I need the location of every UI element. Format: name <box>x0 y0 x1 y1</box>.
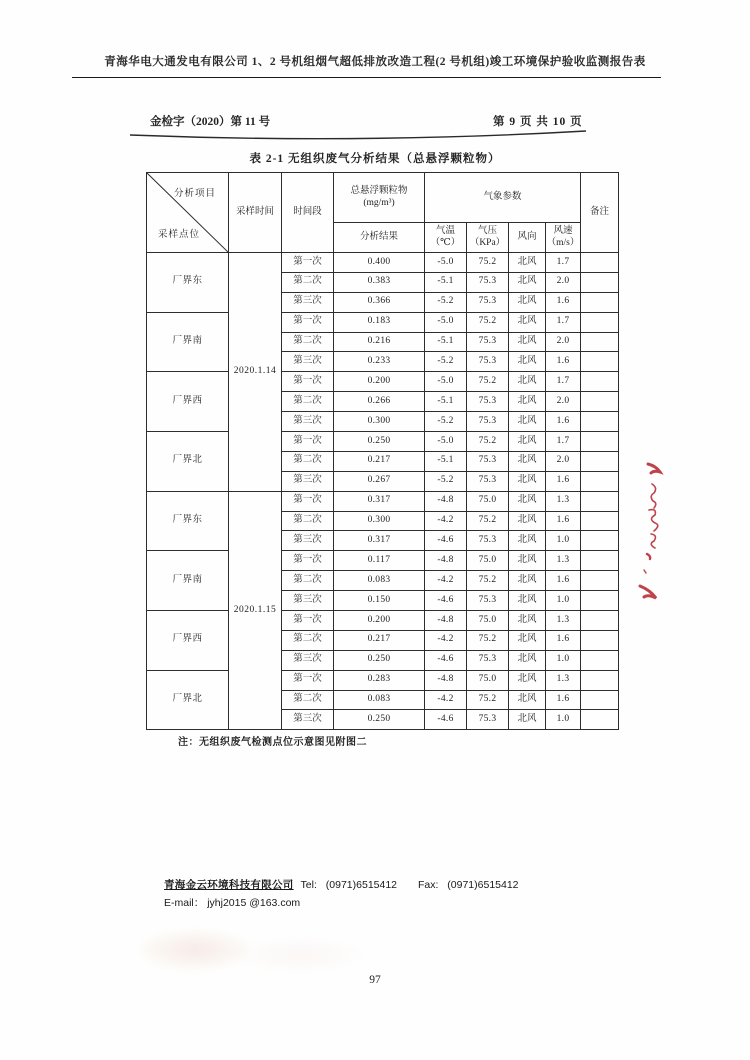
result-cell: 0.400 <box>334 253 425 273</box>
pressure-cell: 75.3 <box>467 272 509 292</box>
wind-speed-cell: 1.6 <box>546 511 581 531</box>
pressure-cell: 75.2 <box>467 253 509 273</box>
temp-cell: -4.8 <box>425 611 467 631</box>
temp-cell: -5.0 <box>425 253 467 273</box>
site-cell: 厂界南 <box>147 551 229 611</box>
pressure-cell: 75.2 <box>467 630 509 650</box>
header-pressure <box>467 223 509 253</box>
remark-cell <box>581 630 619 650</box>
result-cell: 0.083 <box>334 690 425 710</box>
wind-speed-cell: 1.3 <box>546 491 581 511</box>
result-cell: 0.150 <box>334 591 425 611</box>
remark-cell <box>581 531 619 551</box>
wind-dir-cell: 北风 <box>509 571 546 591</box>
pressure-cell: 75.3 <box>467 332 509 352</box>
table-note: 注：无组织废气检测点位示意图见附图二 <box>178 737 367 748</box>
footer-company-name: 青海金云环境科技有限公司 <box>164 879 294 891</box>
pressure-cell: 75.2 <box>467 690 509 710</box>
round-cell: 第一次 <box>282 432 334 452</box>
remark-cell <box>581 650 619 670</box>
wind-speed-cell: 1.0 <box>546 591 581 611</box>
header-remark: 备注 <box>581 173 619 253</box>
wind-dir-cell: 北风 <box>509 611 546 631</box>
site-cell: 厂界东 <box>147 491 229 551</box>
table-row <box>147 670 619 690</box>
result-cell: 0.117 <box>334 551 425 571</box>
table-row <box>147 611 619 631</box>
pressure-cell: 75.3 <box>467 451 509 471</box>
temp-cell: -5.2 <box>425 471 467 491</box>
diagonal-header-cell <box>147 173 229 253</box>
result-cell: 0.300 <box>334 412 425 432</box>
temp-cell: -5.2 <box>425 412 467 432</box>
temp-cell: -5.1 <box>425 332 467 352</box>
footer-line-2 <box>164 895 519 910</box>
wind-dir-cell: 北风 <box>509 272 546 292</box>
pressure-cell: 75.2 <box>467 372 509 392</box>
table-row <box>147 312 619 332</box>
header-pressure-label: 气压 <box>477 225 497 236</box>
wind-dir-cell: 北风 <box>509 312 546 332</box>
result-cell: 0.300 <box>334 511 425 531</box>
table-row <box>147 372 619 392</box>
wind-speed-cell: 1.6 <box>546 412 581 432</box>
round-cell: 第三次 <box>282 650 334 670</box>
header-temperature <box>425 223 467 253</box>
document-number: 金检字（2020）第 11 号 <box>150 116 271 128</box>
pressure-cell: 75.0 <box>467 670 509 690</box>
wind-dir-cell: 北风 <box>509 650 546 670</box>
remark-cell <box>581 551 619 571</box>
wind-dir-cell: 北风 <box>509 591 546 611</box>
temp-cell: -4.2 <box>425 630 467 650</box>
temp-cell: -5.1 <box>425 392 467 412</box>
subheader-divider-line <box>126 126 592 146</box>
result-cell: 0.200 <box>334 372 425 392</box>
result-cell: 0.250 <box>334 650 425 670</box>
footer-fax-label: Fax: <box>417 879 439 891</box>
wind-speed-cell: 1.0 <box>546 650 581 670</box>
remark-cell <box>581 392 619 412</box>
pressure-cell: 75.0 <box>467 551 509 571</box>
wind-dir-cell: 北风 <box>509 451 546 471</box>
temp-cell: -5.1 <box>425 272 467 292</box>
site-cell: 厂界北 <box>147 670 229 730</box>
date-cell: 2020.1.14 <box>229 253 282 492</box>
remark-cell <box>581 253 619 273</box>
round-cell: 第二次 <box>282 272 334 292</box>
wind-speed-cell: 1.6 <box>546 292 581 312</box>
remark-cell <box>581 591 619 611</box>
wind-dir-cell: 北风 <box>509 551 546 571</box>
wind-dir-cell: 北风 <box>509 670 546 690</box>
wind-speed-cell: 2.0 <box>546 451 581 471</box>
footer-fax-value: (0971)6515412 <box>447 879 519 891</box>
header-wind-speed-unit: （m/s） <box>546 237 580 248</box>
wind-dir-cell: 北风 <box>509 531 546 551</box>
wind-dir-cell: 北风 <box>509 630 546 650</box>
wind-speed-cell: 1.6 <box>546 571 581 591</box>
round-cell: 第一次 <box>282 312 334 332</box>
footer-email-label: E-mail： <box>164 897 205 909</box>
remark-cell <box>581 312 619 332</box>
wind-speed-cell: 1.3 <box>546 551 581 571</box>
site-cell: 厂界北 <box>147 432 229 492</box>
remark-cell <box>581 412 619 432</box>
wind-dir-cell: 北风 <box>509 332 546 352</box>
result-cell: 0.383 <box>334 272 425 292</box>
wind-speed-cell: 2.0 <box>546 332 581 352</box>
pressure-cell: 75.2 <box>467 571 509 591</box>
table-row <box>147 551 619 571</box>
temp-cell: -5.2 <box>425 352 467 372</box>
round-cell: 第二次 <box>282 630 334 650</box>
round-cell: 第二次 <box>282 392 334 412</box>
remark-cell <box>581 292 619 312</box>
wind-speed-cell: 1.0 <box>546 531 581 551</box>
remark-cell <box>581 272 619 292</box>
temp-cell: -5.1 <box>425 451 467 471</box>
wind-dir-cell: 北风 <box>509 511 546 531</box>
temp-cell: -5.0 <box>425 372 467 392</box>
round-cell: 第一次 <box>282 253 334 273</box>
result-cell: 0.266 <box>334 392 425 412</box>
pressure-cell: 75.3 <box>467 412 509 432</box>
pressure-cell: 75.2 <box>467 312 509 332</box>
header-tsp <box>334 173 425 223</box>
remark-cell <box>581 571 619 591</box>
round-cell: 第一次 <box>282 491 334 511</box>
result-cell: 0.083 <box>334 571 425 591</box>
header-analysis-result: 分析结果 <box>334 223 425 253</box>
wind-dir-cell: 北风 <box>509 491 546 511</box>
result-cell: 0.366 <box>334 292 425 312</box>
temp-cell: -4.6 <box>425 591 467 611</box>
header-tsp-unit: (mg/m³) <box>363 197 395 208</box>
pressure-cell: 75.3 <box>467 292 509 312</box>
round-cell: 第二次 <box>282 571 334 591</box>
header-pressure-unit: （KPa） <box>469 237 506 248</box>
header-wind-speed-label: 风速 <box>553 225 573 236</box>
header-divider-line <box>72 77 661 78</box>
site-cell: 厂界西 <box>147 372 229 432</box>
header-weather-params: 气象参数 <box>425 173 581 223</box>
round-cell: 第一次 <box>282 551 334 571</box>
wind-dir-cell: 北风 <box>509 432 546 452</box>
wind-speed-cell: 1.6 <box>546 471 581 491</box>
wind-speed-cell: 1.6 <box>546 352 581 372</box>
wind-dir-cell: 北风 <box>509 392 546 412</box>
red-ink-annotation <box>634 458 678 608</box>
header-wind-direction: 风向 <box>509 223 546 253</box>
temp-cell: -4.6 <box>425 531 467 551</box>
wind-speed-cell: 1.7 <box>546 372 581 392</box>
temp-cell: -5.0 <box>425 432 467 452</box>
wind-dir-cell: 北风 <box>509 253 546 273</box>
round-cell: 第一次 <box>282 670 334 690</box>
remark-cell <box>581 332 619 352</box>
temp-cell: -4.8 <box>425 670 467 690</box>
temp-cell: -4.2 <box>425 571 467 591</box>
round-cell: 第三次 <box>282 412 334 432</box>
remark-cell <box>581 611 619 631</box>
wind-dir-cell: 北风 <box>509 690 546 710</box>
wind-speed-cell: 1.7 <box>546 312 581 332</box>
remark-cell <box>581 690 619 710</box>
table-row <box>147 253 619 273</box>
pressure-cell: 75.3 <box>467 531 509 551</box>
result-cell: 0.267 <box>334 471 425 491</box>
header-temp-unit: （℃） <box>430 237 461 248</box>
result-cell: 0.217 <box>334 630 425 650</box>
pressure-cell: 75.3 <box>467 471 509 491</box>
result-cell: 0.233 <box>334 352 425 372</box>
footer-line-1 <box>164 877 519 892</box>
footer-tel-label: Tel: <box>300 879 317 891</box>
result-cell: 0.250 <box>334 432 425 452</box>
pressure-cell: 75.2 <box>467 432 509 452</box>
table-row <box>147 432 619 452</box>
header-period: 时间段 <box>282 173 334 253</box>
pressure-cell: 75.0 <box>467 611 509 631</box>
document-header-title: 青海华电大通发电有限公司 1、2 号机组烟气超低排放改造工程(2 号机组)竣工环境保护验收监测报告表 <box>104 56 646 68</box>
temp-cell: -5.0 <box>425 312 467 332</box>
wind-speed-cell: 2.0 <box>546 272 581 292</box>
round-cell: 第三次 <box>282 471 334 491</box>
scan-smudge-2 <box>230 938 370 972</box>
analysis-table <box>146 172 619 730</box>
result-cell: 0.216 <box>334 332 425 352</box>
temp-cell: -4.2 <box>425 511 467 531</box>
wind-dir-cell: 北风 <box>509 292 546 312</box>
wind-speed-cell: 1.0 <box>546 710 581 730</box>
page-number: 97 <box>369 974 381 986</box>
temp-cell: -4.6 <box>425 710 467 730</box>
table-title: 表 2-1 无组织废气分析结果（总悬浮颗粒物） <box>249 153 501 165</box>
pressure-cell: 75.2 <box>467 511 509 531</box>
round-cell: 第三次 <box>282 531 334 551</box>
header-wind-speed <box>546 223 581 253</box>
wind-dir-cell: 北风 <box>509 352 546 372</box>
round-cell: 第一次 <box>282 611 334 631</box>
temp-cell: -4.8 <box>425 491 467 511</box>
site-cell: 厂界西 <box>147 611 229 671</box>
wind-speed-cell: 1.7 <box>546 432 581 452</box>
round-cell: 第三次 <box>282 292 334 312</box>
wind-speed-cell: 2.0 <box>546 392 581 412</box>
remark-cell <box>581 670 619 690</box>
wind-dir-cell: 北风 <box>509 471 546 491</box>
round-cell: 第一次 <box>282 372 334 392</box>
wind-dir-cell: 北风 <box>509 372 546 392</box>
remark-cell <box>581 372 619 392</box>
result-cell: 0.250 <box>334 710 425 730</box>
pressure-cell: 75.3 <box>467 392 509 412</box>
page-indicator: 第 9 页 共 10 页 <box>493 116 583 128</box>
wind-dir-cell: 北风 <box>509 412 546 432</box>
remark-cell <box>581 471 619 491</box>
table-body <box>147 253 619 730</box>
header-temp-label: 气温 <box>435 225 455 236</box>
result-cell: 0.200 <box>334 611 425 631</box>
temp-cell: -5.2 <box>425 292 467 312</box>
result-cell: 0.317 <box>334 531 425 551</box>
temp-cell: -4.6 <box>425 650 467 670</box>
wind-speed-cell: 1.3 <box>546 670 581 690</box>
temp-cell: -4.2 <box>425 690 467 710</box>
round-cell: 第二次 <box>282 451 334 471</box>
pressure-cell: 75.3 <box>467 710 509 730</box>
wind-speed-cell: 1.6 <box>546 690 581 710</box>
remark-cell <box>581 352 619 372</box>
round-cell: 第二次 <box>282 332 334 352</box>
pressure-cell: 75.3 <box>467 352 509 372</box>
result-cell: 0.283 <box>334 670 425 690</box>
header-analysis-item: 分析项目 <box>174 189 217 199</box>
header-sampling-time: 采样时间 <box>229 173 282 253</box>
round-cell: 第二次 <box>282 690 334 710</box>
pressure-cell: 75.3 <box>467 591 509 611</box>
temp-cell: -4.8 <box>425 551 467 571</box>
footer-tel-value: (0971)6515412 <box>325 879 398 891</box>
round-cell: 第三次 <box>282 591 334 611</box>
remark-cell <box>581 451 619 471</box>
result-cell: 0.317 <box>334 491 425 511</box>
wind-speed-cell: 1.7 <box>546 253 581 273</box>
pressure-cell: 75.0 <box>467 491 509 511</box>
remark-cell <box>581 491 619 511</box>
wind-speed-cell: 1.6 <box>546 630 581 650</box>
date-cell: 2020.1.15 <box>229 491 282 730</box>
site-cell: 厂界东 <box>147 253 229 313</box>
round-cell: 第三次 <box>282 352 334 372</box>
result-cell: 0.183 <box>334 312 425 332</box>
remark-cell <box>581 710 619 730</box>
header-tsp-title: 总悬浮颗粒物 <box>350 185 408 196</box>
round-cell: 第三次 <box>282 710 334 730</box>
wind-speed-cell: 1.3 <box>546 611 581 631</box>
remark-cell <box>581 511 619 531</box>
round-cell: 第二次 <box>282 511 334 531</box>
site-cell: 厂界南 <box>147 312 229 372</box>
footer-email-value: jyhj2015 @163.com <box>207 897 301 909</box>
footer-contact <box>164 877 519 913</box>
result-cell: 0.217 <box>334 451 425 471</box>
table-row <box>147 491 619 511</box>
remark-cell <box>581 432 619 452</box>
header-sampling-point: 采样点位 <box>158 230 201 241</box>
wind-dir-cell: 北风 <box>509 710 546 730</box>
pressure-cell: 75.3 <box>467 650 509 670</box>
